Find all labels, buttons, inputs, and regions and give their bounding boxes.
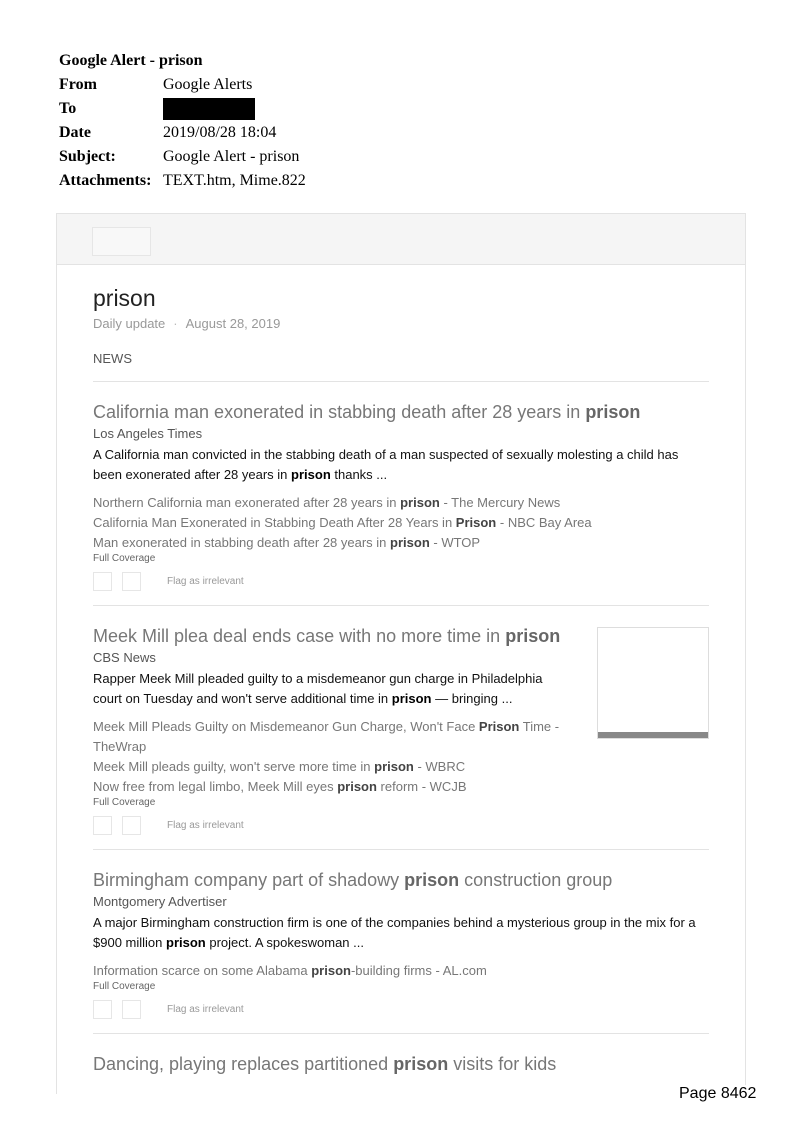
- thumbs-down-icon[interactable]: [122, 816, 141, 835]
- article-snippet: Rapper Meek Mill pleaded guilty to a misdemeanor gun charge in Philadelphia court on Tuesday and won't serve additional time in prison — bringing ...: [93, 671, 543, 706]
- attachments-label: Attachments:: [59, 172, 152, 189]
- article-item: [93, 850, 709, 1034]
- article-title-link[interactable]: Dancing, playing replaces partitioned prison visits for kids: [93, 1054, 557, 1074]
- article-item: [93, 606, 709, 850]
- feedback-row: [93, 571, 709, 591]
- related-links: [93, 961, 709, 981]
- thumbs-down-icon[interactable]: [122, 572, 141, 591]
- subject-label: Subject:: [59, 148, 116, 165]
- alert-topic: prison: [93, 285, 156, 311]
- redaction-block: [163, 98, 255, 120]
- subject-value: Google Alert - prison: [163, 148, 300, 165]
- related-link[interactable]: California Man Exonerated in Stabbing Death After 28 Years in Prison - NBC Bay Area: [93, 515, 592, 530]
- attachments-row: [59, 169, 306, 193]
- related-link[interactable]: Northern California man exonerated after 28 years in prison - The Mercury News: [93, 495, 561, 510]
- full-coverage-link[interactable]: Full Coverage: [93, 553, 156, 564]
- feedback-row: [93, 815, 709, 835]
- from-row: [59, 73, 306, 97]
- article-source: Los Angeles Times: [93, 426, 203, 441]
- related-link[interactable]: Now free from legal limbo, Meek Mill eyes prison reform - WCJB: [93, 779, 467, 794]
- email-title: Google Alert - prison: [59, 52, 203, 69]
- article-snippet: A major Birmingham construction firm is one of the companies behind a mysterious group in the mix for a $900 million prison project. A spokeswoman ...: [93, 915, 696, 950]
- flag-irrelevant-link[interactable]: Flag as irrelevant: [167, 1003, 244, 1015]
- related-links: [93, 493, 709, 553]
- email-header: [59, 49, 306, 193]
- thumbs-up-icon[interactable]: [93, 816, 112, 835]
- section-label: NEWS: [93, 351, 132, 366]
- article-title-link[interactable]: Birmingham company part of shadowy prison construction group: [93, 870, 613, 890]
- thumbnail-bar: [598, 732, 708, 738]
- separator-dot: ·: [173, 316, 178, 331]
- date-label: Date: [59, 124, 91, 141]
- article-title-link[interactable]: Meek Mill plea deal ends case with no more time in prison: [93, 626, 561, 646]
- related-link[interactable]: Meek Mill Pleads Guilty on Misdemeanor Gun Charge, Won't Face Prison Time - TheWrap: [93, 719, 560, 754]
- from-value: Google Alerts: [163, 76, 253, 93]
- alert-date: August 28, 2019: [185, 316, 281, 331]
- alert-content: [93, 265, 709, 1076]
- card-header: [57, 214, 745, 265]
- article-source: Montgomery Advertiser: [93, 894, 227, 909]
- related-link[interactable]: Man exonerated in stabbing death after 28 years in prison - WTOP: [93, 535, 481, 550]
- article-divider: [93, 1033, 709, 1034]
- attachments-value: TEXT.htm, Mime.822: [163, 172, 306, 189]
- related-link[interactable]: Information scarce on some Alabama prison-building firms - AL.com: [93, 963, 487, 978]
- article-snippet: A California man convicted in the stabbing death of a man suspected of sexually molesting a child has been exonerated after 28 years in prison thanks ...: [93, 447, 679, 482]
- thumbs-up-icon[interactable]: [93, 572, 112, 591]
- to-row: [59, 97, 306, 121]
- flag-irrelevant-link[interactable]: Flag as irrelevant: [167, 575, 244, 587]
- date-row: [59, 121, 306, 145]
- article-title-link[interactable]: California man exonerated in stabbing death after 28 years in prison: [93, 402, 641, 422]
- date-value: 2019/08/28 18:04: [163, 124, 277, 141]
- alert-frequency: Daily update: [93, 316, 166, 331]
- related-link[interactable]: Meek Mill pleads guilty, won't serve more time in prison - WBRC: [93, 759, 466, 774]
- alert-meta: [93, 316, 709, 332]
- feedback-row: [93, 999, 709, 1019]
- page-number: Page 8462: [679, 1085, 757, 1102]
- thumbs-up-icon[interactable]: [93, 1000, 112, 1019]
- full-coverage-link[interactable]: Full Coverage: [93, 797, 156, 808]
- article-thumbnail[interactable]: [597, 627, 709, 739]
- article-source: CBS News: [93, 650, 156, 665]
- related-links: [93, 717, 573, 797]
- article-item: [93, 382, 709, 606]
- full-coverage-link[interactable]: Full Coverage: [93, 981, 156, 992]
- google-logo-placeholder: [92, 227, 151, 256]
- alert-card: [56, 213, 746, 1094]
- to-label: To: [59, 100, 77, 117]
- subject-row: [59, 145, 306, 169]
- from-label: From: [59, 76, 97, 93]
- thumbs-down-icon[interactable]: [122, 1000, 141, 1019]
- flag-irrelevant-link[interactable]: Flag as irrelevant: [167, 819, 244, 831]
